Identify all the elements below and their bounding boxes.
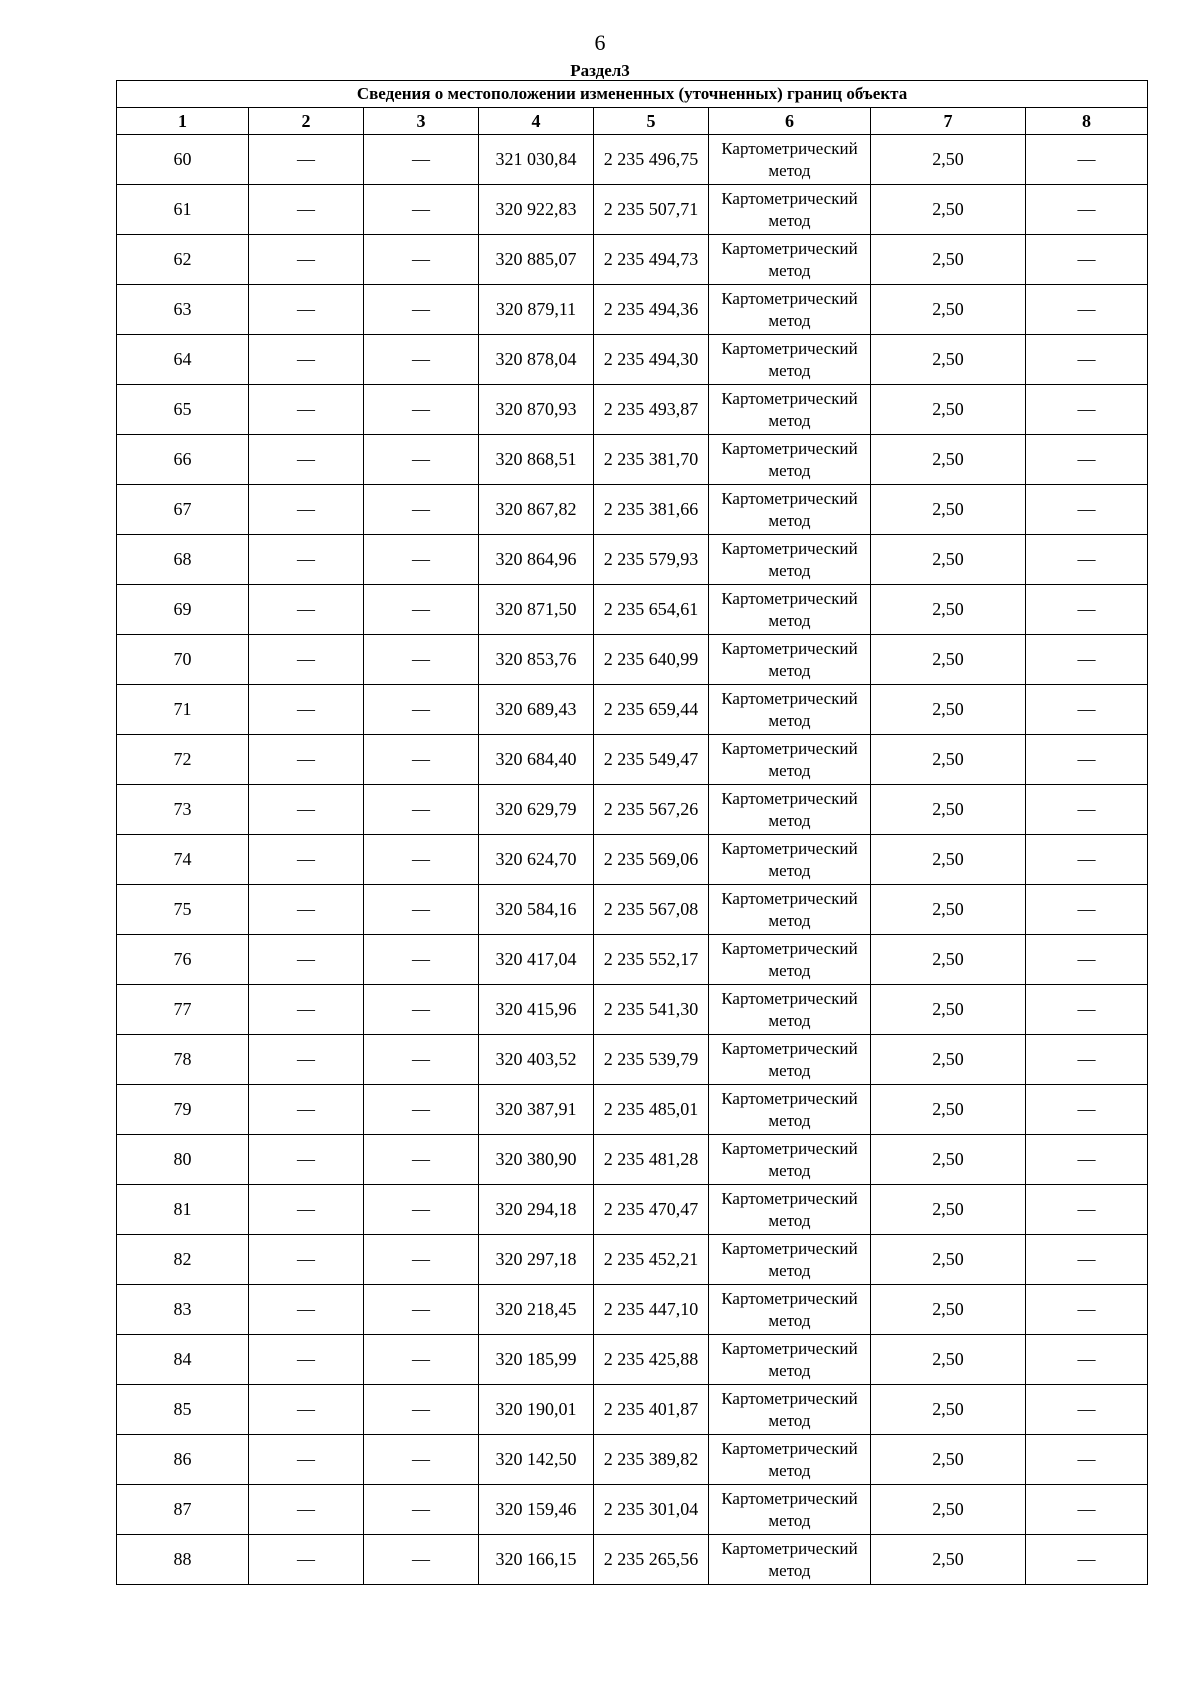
empty-dash-cell: — — [249, 1035, 364, 1085]
table-row — [117, 1435, 1148, 1485]
coordinate-x-cell: 320 885,07 — [479, 235, 594, 285]
empty-dash-cell: — — [364, 985, 479, 1035]
point-number-cell: 78 — [117, 1035, 249, 1085]
table-row — [117, 985, 1148, 1035]
empty-dash-cell: — — [249, 785, 364, 835]
coordinate-x-cell: 320 417,04 — [479, 935, 594, 985]
point-number-cell: 60 — [117, 135, 249, 185]
method-cell: Картометрический метод — [709, 185, 871, 235]
empty-dash-cell: — — [249, 735, 364, 785]
empty-dash-cell: — — [364, 1385, 479, 1435]
column-number: 2 — [249, 108, 364, 135]
coordinate-y-cell: 2 235 494,36 — [594, 285, 709, 335]
accuracy-cell: 2,50 — [871, 385, 1026, 435]
method-cell: Картометрический метод — [709, 1335, 871, 1385]
coordinate-x-cell: 320 159,46 — [479, 1485, 594, 1535]
empty-dash-cell: — — [249, 1435, 364, 1485]
coordinate-x-cell: 320 387,91 — [479, 1085, 594, 1135]
point-number-cell: 64 — [117, 335, 249, 385]
method-cell: Картометрический метод — [709, 335, 871, 385]
coordinate-x-cell: 320 218,45 — [479, 1285, 594, 1335]
column-number: 5 — [594, 108, 709, 135]
table-row — [117, 635, 1148, 685]
point-number-cell: 68 — [117, 535, 249, 585]
empty-dash-cell: — — [249, 285, 364, 335]
empty-dash-cell: — — [364, 735, 479, 785]
table-caption: Сведения о местоположении измененных (уточненных) границ объекта — [117, 81, 1148, 108]
table-row — [117, 485, 1148, 535]
empty-dash-cell: — — [364, 135, 479, 185]
table-row — [117, 1285, 1148, 1335]
method-cell: Картометрический метод — [709, 535, 871, 585]
coordinate-y-cell: 2 235 541,30 — [594, 985, 709, 1035]
coordinate-y-cell: 2 235 493,87 — [594, 385, 709, 435]
method-cell: Картометрический метод — [709, 835, 871, 885]
coordinate-x-cell: 320 922,83 — [479, 185, 594, 235]
empty-dash-cell: — — [1026, 1035, 1148, 1085]
accuracy-cell: 2,50 — [871, 1085, 1026, 1135]
coordinate-y-cell: 2 235 381,66 — [594, 485, 709, 535]
coordinate-x-cell: 320 297,18 — [479, 1235, 594, 1285]
accuracy-cell: 2,50 — [871, 935, 1026, 985]
method-cell: Картометрический метод — [709, 1035, 871, 1085]
coordinate-x-cell: 320 294,18 — [479, 1185, 594, 1235]
table-row — [117, 535, 1148, 585]
coordinate-y-cell: 2 235 579,93 — [594, 535, 709, 585]
empty-dash-cell: — — [364, 685, 479, 735]
empty-dash-cell: — — [1026, 1535, 1148, 1585]
empty-dash-cell: — — [364, 885, 479, 935]
method-cell: Картометрический метод — [709, 1185, 871, 1235]
point-number-cell: 65 — [117, 385, 249, 435]
point-number-cell: 86 — [117, 1435, 249, 1485]
point-number-cell: 71 — [117, 685, 249, 735]
coordinate-x-cell: 320 142,50 — [479, 1435, 594, 1485]
method-cell: Картометрический метод — [709, 885, 871, 935]
empty-dash-cell: — — [364, 1535, 479, 1585]
empty-dash-cell: — — [249, 335, 364, 385]
coordinate-x-cell: 320 185,99 — [479, 1335, 594, 1385]
table-row — [117, 385, 1148, 435]
point-number-cell: 67 — [117, 485, 249, 535]
empty-dash-cell: — — [364, 935, 479, 985]
accuracy-cell: 2,50 — [871, 1535, 1026, 1585]
empty-dash-cell: — — [249, 535, 364, 585]
empty-dash-cell: — — [1026, 335, 1148, 385]
accuracy-cell: 2,50 — [871, 835, 1026, 885]
coordinate-y-cell: 2 235 494,73 — [594, 235, 709, 285]
method-cell: Картометрический метод — [709, 1085, 871, 1135]
accuracy-cell: 2,50 — [871, 335, 1026, 385]
accuracy-cell: 2,50 — [871, 585, 1026, 635]
coordinate-x-cell: 320 870,93 — [479, 385, 594, 435]
point-number-cell: 82 — [117, 1235, 249, 1285]
table-row — [117, 435, 1148, 485]
empty-dash-cell: — — [1026, 735, 1148, 785]
empty-dash-cell: — — [364, 835, 479, 885]
coordinate-y-cell: 2 235 389,82 — [594, 1435, 709, 1485]
accuracy-cell: 2,50 — [871, 1235, 1026, 1285]
accuracy-cell: 2,50 — [871, 985, 1026, 1035]
empty-dash-cell: — — [1026, 1135, 1148, 1185]
point-number-cell: 62 — [117, 235, 249, 285]
table-row — [117, 1135, 1148, 1185]
empty-dash-cell: — — [364, 1285, 479, 1335]
method-cell: Картометрический метод — [709, 135, 871, 185]
table-row — [117, 585, 1148, 635]
coordinate-y-cell: 2 235 539,79 — [594, 1035, 709, 1085]
empty-dash-cell: — — [249, 885, 364, 935]
accuracy-cell: 2,50 — [871, 685, 1026, 735]
method-cell: Картометрический метод — [709, 1485, 871, 1535]
coordinate-x-cell: 320 689,43 — [479, 685, 594, 735]
method-cell: Картометрический метод — [709, 235, 871, 285]
point-number-cell: 73 — [117, 785, 249, 835]
empty-dash-cell: — — [249, 235, 364, 285]
empty-dash-cell: — — [249, 635, 364, 685]
empty-dash-cell: — — [249, 985, 364, 1035]
method-cell: Картометрический метод — [709, 735, 871, 785]
empty-dash-cell: — — [249, 1085, 364, 1135]
table-row — [117, 335, 1148, 385]
empty-dash-cell: — — [364, 1035, 479, 1085]
method-cell: Картометрический метод — [709, 985, 871, 1035]
accuracy-cell: 2,50 — [871, 1285, 1026, 1335]
coordinate-y-cell: 2 235 470,47 — [594, 1185, 709, 1235]
point-number-cell: 77 — [117, 985, 249, 1035]
coordinate-y-cell: 2 235 447,10 — [594, 1285, 709, 1335]
empty-dash-cell: — — [364, 535, 479, 585]
empty-dash-cell: — — [1026, 485, 1148, 535]
coordinate-x-cell: 320 864,96 — [479, 535, 594, 585]
empty-dash-cell: — — [364, 335, 479, 385]
point-number-cell: 69 — [117, 585, 249, 635]
table-row — [117, 835, 1148, 885]
coordinate-x-cell: 320 868,51 — [479, 435, 594, 485]
coordinate-y-cell: 2 235 481,28 — [594, 1135, 709, 1185]
empty-dash-cell: — — [1026, 785, 1148, 835]
empty-dash-cell: — — [364, 635, 479, 685]
table-row — [117, 235, 1148, 285]
coordinate-y-cell: 2 235 485,01 — [594, 1085, 709, 1135]
table-row — [117, 885, 1148, 935]
method-cell: Картометрический метод — [709, 285, 871, 335]
empty-dash-cell: — — [1026, 1235, 1148, 1285]
column-number: 3 — [364, 108, 479, 135]
table-row — [117, 1335, 1148, 1385]
empty-dash-cell: — — [1026, 935, 1148, 985]
empty-dash-cell: — — [249, 1535, 364, 1585]
method-cell: Картометрический метод — [709, 685, 871, 735]
point-number-cell: 83 — [117, 1285, 249, 1335]
method-cell: Картометрический метод — [709, 1135, 871, 1185]
coordinate-y-cell: 2 235 654,61 — [594, 585, 709, 635]
empty-dash-cell: — — [1026, 135, 1148, 185]
method-cell: Картометрический метод — [709, 1535, 871, 1585]
table-row — [117, 735, 1148, 785]
table-row — [117, 185, 1148, 235]
point-number-cell: 75 — [117, 885, 249, 935]
empty-dash-cell: — — [1026, 1385, 1148, 1435]
coordinate-y-cell: 2 235 494,30 — [594, 335, 709, 385]
coordinate-x-cell: 320 380,90 — [479, 1135, 594, 1185]
empty-dash-cell: — — [364, 485, 479, 535]
table-row — [117, 1085, 1148, 1135]
empty-dash-cell: — — [1026, 385, 1148, 435]
table-row — [117, 1185, 1148, 1235]
point-number-cell: 66 — [117, 435, 249, 485]
point-number-cell: 87 — [117, 1485, 249, 1535]
accuracy-cell: 2,50 — [871, 1335, 1026, 1385]
empty-dash-cell: — — [249, 1235, 364, 1285]
accuracy-cell: 2,50 — [871, 235, 1026, 285]
accuracy-cell: 2,50 — [871, 185, 1026, 235]
empty-dash-cell: — — [364, 1085, 479, 1135]
empty-dash-cell: — — [1026, 1085, 1148, 1135]
point-number-cell: 61 — [117, 185, 249, 235]
table-row — [117, 1485, 1148, 1535]
table-row — [117, 1035, 1148, 1085]
table-row — [117, 935, 1148, 985]
coordinate-y-cell: 2 235 552,17 — [594, 935, 709, 985]
method-cell: Картометрический метод — [709, 1285, 871, 1335]
coordinate-y-cell: 2 235 507,71 — [594, 185, 709, 235]
accuracy-cell: 2,50 — [871, 735, 1026, 785]
empty-dash-cell: — — [364, 185, 479, 235]
empty-dash-cell: — — [1026, 985, 1148, 1035]
empty-dash-cell: — — [249, 1135, 364, 1185]
empty-dash-cell: — — [249, 1485, 364, 1535]
section-title: Раздел3 — [570, 61, 630, 80]
accuracy-cell: 2,50 — [871, 535, 1026, 585]
empty-dash-cell: — — [1026, 585, 1148, 635]
coordinate-x-cell: 320 415,96 — [479, 985, 594, 1035]
coordinate-y-cell: 2 235 425,88 — [594, 1335, 709, 1385]
accuracy-cell: 2,50 — [871, 1385, 1026, 1435]
point-number-cell: 84 — [117, 1335, 249, 1385]
point-number-cell: 74 — [117, 835, 249, 885]
table-row — [117, 785, 1148, 835]
empty-dash-cell: — — [1026, 685, 1148, 735]
empty-dash-cell: — — [249, 435, 364, 485]
accuracy-cell: 2,50 — [871, 485, 1026, 535]
coordinate-x-cell: 320 878,04 — [479, 335, 594, 385]
column-number: 4 — [479, 108, 594, 135]
accuracy-cell: 2,50 — [871, 635, 1026, 685]
column-number: 8 — [1026, 108, 1148, 135]
coordinate-y-cell: 2 235 567,08 — [594, 885, 709, 935]
empty-dash-cell: — — [1026, 835, 1148, 885]
coordinate-y-cell: 2 235 301,04 — [594, 1485, 709, 1535]
column-number: 7 — [871, 108, 1026, 135]
table-caption-row — [117, 81, 1148, 108]
accuracy-cell: 2,50 — [871, 885, 1026, 935]
method-cell: Картометрический метод — [709, 785, 871, 835]
coordinate-x-cell: 320 684,40 — [479, 735, 594, 785]
empty-dash-cell: — — [1026, 535, 1148, 585]
method-cell: Картометрический метод — [709, 585, 871, 635]
method-cell: Картометрический метод — [709, 1385, 871, 1435]
column-number: 6 — [709, 108, 871, 135]
coordinate-x-cell: 320 403,52 — [479, 1035, 594, 1085]
empty-dash-cell: — — [364, 1135, 479, 1185]
accuracy-cell: 2,50 — [871, 1135, 1026, 1185]
point-number-cell: 63 — [117, 285, 249, 335]
point-number-cell: 85 — [117, 1385, 249, 1435]
empty-dash-cell: — — [249, 1285, 364, 1335]
empty-dash-cell: — — [1026, 185, 1148, 235]
coordinate-x-cell: 320 871,50 — [479, 585, 594, 635]
empty-dash-cell: — — [249, 485, 364, 535]
empty-dash-cell: — — [249, 385, 364, 435]
coordinate-y-cell: 2 235 452,21 — [594, 1235, 709, 1285]
accuracy-cell: 2,50 — [871, 135, 1026, 185]
accuracy-cell: 2,50 — [871, 785, 1026, 835]
column-number-row — [117, 108, 1148, 135]
column-number: 1 — [117, 108, 249, 135]
coordinate-x-cell: 320 879,11 — [479, 285, 594, 335]
coordinate-x-cell: 321 030,84 — [479, 135, 594, 185]
empty-dash-cell: — — [1026, 635, 1148, 685]
empty-dash-cell: — — [1026, 1285, 1148, 1335]
table-row — [117, 1235, 1148, 1285]
method-cell: Картометрический метод — [709, 1435, 871, 1485]
coordinate-x-cell: 320 867,82 — [479, 485, 594, 535]
table-body — [117, 135, 1148, 1585]
coordinate-y-cell: 2 235 659,44 — [594, 685, 709, 735]
empty-dash-cell: — — [364, 1485, 479, 1535]
accuracy-cell: 2,50 — [871, 1185, 1026, 1235]
point-number-cell: 79 — [117, 1085, 249, 1135]
empty-dash-cell: — — [1026, 1435, 1148, 1485]
coordinate-y-cell: 2 235 265,56 — [594, 1535, 709, 1585]
method-cell: Картометрический метод — [709, 485, 871, 535]
empty-dash-cell: — — [249, 935, 364, 985]
empty-dash-cell: — — [364, 285, 479, 335]
coordinate-y-cell: 2 235 496,75 — [594, 135, 709, 185]
accuracy-cell: 2,50 — [871, 1035, 1026, 1085]
point-number-cell: 81 — [117, 1185, 249, 1235]
coordinate-x-cell: 320 166,15 — [479, 1535, 594, 1585]
table-row — [117, 285, 1148, 335]
empty-dash-cell: — — [249, 1385, 364, 1435]
empty-dash-cell: — — [364, 235, 479, 285]
empty-dash-cell: — — [364, 1335, 479, 1385]
coordinate-y-cell: 2 235 567,26 — [594, 785, 709, 835]
accuracy-cell: 2,50 — [871, 435, 1026, 485]
empty-dash-cell: — — [364, 1185, 479, 1235]
accuracy-cell: 2,50 — [871, 1435, 1026, 1485]
coordinate-y-cell: 2 235 381,70 — [594, 435, 709, 485]
coordinate-x-cell: 320 629,79 — [479, 785, 594, 835]
empty-dash-cell: — — [364, 385, 479, 435]
empty-dash-cell: — — [249, 1185, 364, 1235]
accuracy-cell: 2,50 — [871, 1485, 1026, 1535]
empty-dash-cell: — — [1026, 235, 1148, 285]
point-number-cell: 72 — [117, 735, 249, 785]
empty-dash-cell: — — [249, 685, 364, 735]
table-row — [117, 1385, 1148, 1435]
empty-dash-cell: — — [249, 1335, 364, 1385]
coordinate-y-cell: 2 235 569,06 — [594, 835, 709, 885]
method-cell: Картометрический метод — [709, 935, 871, 985]
coordinate-x-cell: 320 190,01 — [479, 1385, 594, 1435]
page-number: 6 — [594, 30, 606, 55]
empty-dash-cell: — — [1026, 1485, 1148, 1535]
empty-dash-cell: — — [249, 835, 364, 885]
point-number-cell: 80 — [117, 1135, 249, 1185]
empty-dash-cell: — — [364, 435, 479, 485]
method-cell: Картометрический метод — [709, 435, 871, 485]
accuracy-cell: 2,50 — [871, 285, 1026, 335]
empty-dash-cell: — — [364, 1235, 479, 1285]
empty-dash-cell: — — [1026, 435, 1148, 485]
method-cell: Картометрический метод — [709, 1235, 871, 1285]
coordinates-table — [116, 80, 1148, 1585]
table-row — [117, 135, 1148, 185]
point-number-cell: 76 — [117, 935, 249, 985]
method-cell: Картометрический метод — [709, 385, 871, 435]
coordinate-y-cell: 2 235 549,47 — [594, 735, 709, 785]
empty-dash-cell: — — [364, 785, 479, 835]
method-cell: Картометрический метод — [709, 635, 871, 685]
coordinate-x-cell: 320 624,70 — [479, 835, 594, 885]
empty-dash-cell: — — [249, 135, 364, 185]
empty-dash-cell: — — [1026, 1185, 1148, 1235]
coordinate-x-cell: 320 584,16 — [479, 885, 594, 935]
table-row — [117, 1535, 1148, 1585]
point-number-cell: 70 — [117, 635, 249, 685]
empty-dash-cell: — — [249, 185, 364, 235]
empty-dash-cell: — — [1026, 1335, 1148, 1385]
empty-dash-cell: — — [364, 1435, 479, 1485]
coordinate-y-cell: 2 235 401,87 — [594, 1385, 709, 1435]
empty-dash-cell: — — [364, 585, 479, 635]
empty-dash-cell: — — [249, 585, 364, 635]
point-number-cell: 88 — [117, 1535, 249, 1585]
coordinate-x-cell: 320 853,76 — [479, 635, 594, 685]
empty-dash-cell: — — [1026, 885, 1148, 935]
table-row — [117, 685, 1148, 735]
empty-dash-cell: — — [1026, 285, 1148, 335]
coordinate-y-cell: 2 235 640,99 — [594, 635, 709, 685]
